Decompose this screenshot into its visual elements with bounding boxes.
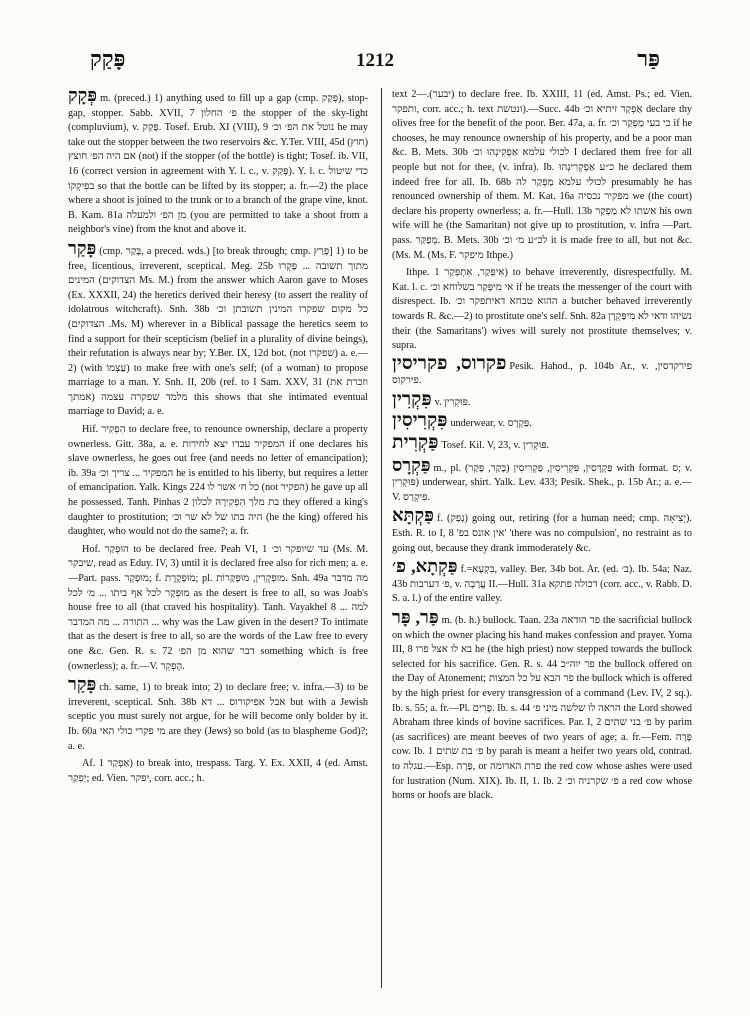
entry-headword: פְּקָק: [68, 85, 98, 105]
entry-text: Hof. הוּפְקַר to be declared free. Peah VI, 1 עד שיופקר וכ׳ (Ms. M. שיבקר, read as Eduy. IV, 3) until it is declared free also for rich men; a. e.—Part. pass. מוּפְקָר; f. מוּפְקֶרֶת; pl. מוּפְקָרִין, מוּפְקָרוֹת. Snh. 49a מה מדבר מוּפְקָר לכל אף ביתו ... מ׳ לכל as the desert is free to all, so was Joab's house free to all (that craved his hospitality). Tanh. Vayakhel 8 למה ... התורה ... מה המדבר ... why was the Law given in the desert? To intimate that as the desert is free to all, so are the words of the Law free to every one &c. Gen. R. s. 72 דבר שהוא מן הפ׳ something which is free (ownerless); a. fr.—V. הֶפְקֵר.: [68, 543, 369, 672]
entry-subsection: [68, 543, 368, 674]
page-number: 1212: [356, 50, 394, 71]
entry-headword: פַּקְתָּא: [392, 505, 434, 526]
entry-text: m. (b. h.) bullock. Taan. 23a פר הודאה the sacrificial bullock on which the owner placing his hand makes confession and prayer. Yoma III, 8 בא לו אצל פרו he (the high priest) now stepped towards the bullock selected for his sacrifice. Gen. R. s. 44 פר יוה״כ the bullock offered on the Day of Atonement; פר הבא על כל המצות the bullock which is offered by the high priest for every transgression of a command (Lev. IV, 2 sq.). Ib. s. 55; a. fr.—Pl. פָּרִים. Ib. s. 44 הראה לו שלשה מיני פ׳ the Lord showed Abraham three kinds of bovine sacrifices. Par. I, 2 פ׳ בני שתים by parim (as sacrifices) are meant beeves of two years of age; a. fr.—Fem. פָּרָה cow. Ib. 1 פ׳ בת שתים by parah is meant a heifer two years old, contrad. to עגלה.—Esp. פָּרָה, or פרת האדומה the red cow whose ashes were used for lustration (Num. XIX). Ib. II, 1. Ib. 2 פ׳ שקרניה וכ׳ a red cow whose horns or hoofs are black.: [392, 615, 693, 802]
entry-text: text יבער).—2) to declare free. Ib. XXIII, 11 (ed. Amst. Ps.; ed. Vien. ותפקר, corr. acc.; h. text ונטשת).—Succ. 44b אַפְקַר זיתיא וכ׳ declare thy olives free for the benefit of the poor. Ber. 47a, a. fr. כי בעי מַפְקַר וכ׳ if he chooses, he may renounce ownership of his property, and be a poor man &c. B. Mets. 30b לכולי עלמא אַפְקִינְהוּ וכ׳ I declared them free for all people but not for thee, (v. infra). Ib. כ״ע אַפְקְרִינְהוּ he declared them indeed free for all. Ib. 68b לכולי עלמא מַפְקַר לה presumably he has renounced ownership of them. M. Kat. 16a מפקיר נכסיה we (the court) declare his property ownerless; a. fr.—Hull. 13b אשתו לא מַפְקַר his own wife will he (the Samaritan) not give up to prostitution, v. infra —Part. pass. מְפַקַּר. B. Mets. 30b לכ״ע מ׳ וכ׳ it is made free to all, but not &c. (Ms. M. (Ms. F. מיפקר Ithpe.): [392, 89, 693, 261]
dictionary-entry: [392, 607, 693, 804]
entry-subsection: [68, 423, 368, 540]
entry-headword: פקרוס, פקריסין: [392, 352, 507, 374]
entry-text: Tosef. Kil. V, 23, v. פּוּקְרִין.: [441, 440, 550, 452]
right-column: [392, 88, 692, 807]
entry-subsection: [68, 757, 368, 786]
entry-subsection: [392, 266, 692, 354]
entry-text: Af. אַפְקַר 1) to break into, trespass. Targ. Y. Ex. XXII, 4 (ed. Amst. יַפְקַר; ed. Vien. יפקר, corr. acc.; h.: [68, 758, 368, 784]
page-header: [90, 46, 660, 76]
entry-text: (cmp. בָּקַר, a preced. wds.) [to break through; cmp. פָּרַץ] 1) to be free, licentious, irreverent, sceptical. Meg. 25b מתוך תשובה ... פָּקְרוּ המינים (הצדוקים Ms. M.) from the answer which Aaron gave to Moses (Ex. XXXII, 24) the heretics derived their heresy (to assert the reality of idolatrous witchcraft). Snh. 38b כל מקום שפקרו המינין תשובתן וכ׳ (הצדוקים .Ms. M) wherever in a Biblical passage the heretics seem to find a support for their scepticism (belief in a plurality of divine beings), their refutation is always near by; Y.Ber. IX, 12d bot. (not שפקרו) a. e.—2) (with עַצְמוֹ) to make free with one's self; (of a woman) to propose marriage to a man. Y. Snh. II, 20b (ref. to I Sam. XXV, 31 (וזכרת את אמתך) מלמד שפקרה עצמה this shows that she intimated eventual marriage to David; a. e.: [68, 245, 369, 418]
entry-headword: פַּקְרָס: [392, 454, 431, 475]
column-divider: [381, 88, 382, 988]
dictionary-entry: [392, 388, 692, 411]
entry-text: underwear, v. פַּקְרָס.: [450, 418, 532, 430]
entry-text: Hif. הִפְקִיר to declare free, to renounce ownership, declare a property ownerless. Gitt. 38a, a. e. המפקיר עבדו יצא לחירות if one declares his slave ownerless, he goes out free (and needs no letter of emancipation); ib. 39a המפקיר ... צריך וכ׳ he is entitled to his liberty, but requires a letter of emancipation. Yalk. Kings 224 כל ח׳ אשר לו (not הפקיר) he gave up all he possessed. Tanh. Pinhas 2 בת מלך הִפְקִירָהּ לכלון they offered a king's daughter to prostitution; היה בתו של לא שר וכ׳ (he the king) offered his daughter, who would not do the same?; a. fr.: [68, 424, 369, 538]
dictionary-entry: [68, 674, 368, 754]
entry-text: Pesik. Hahod., p. 104b Ar., v. פירקדסין, פירקוס.: [392, 360, 692, 387]
left-column: [68, 85, 369, 789]
dictionary-entry: [392, 454, 692, 506]
dictionary-entry: [392, 505, 692, 556]
dictionary-entry: [68, 237, 369, 420]
dictionary-entry: [68, 85, 369, 238]
entry-text: m. (preced.) 1) anything used to fill up a gap (cmp. פְּקַק), stop-gap, stopper. Sabb. XVII, 7 פ׳ החלון the stopper of the sky-light (compluvium), v. פָּקַק. Tosef. Erub. XI (VIII), 9 נוטל את הפ׳ וכ׳ he may take out the stopper between the two reservoirs &c. Y.Ter. VIII, 45d (חוץ) אם היה הפ׳ חוצץ (not) if the stopper (of the bottle) is tight; Tosef. ib. VII, 16 (correct version in agreement with Y. l. c., v. פָּקַק). Y. l. c. כדי שיטול בפִיקְקוֹ so that the bottle can be lifted by its stopper; a. fr.—2) the place where a shoot is joined to the trunk or to a branch of the grape vine, knot. B. Kam. 81a מן הפ׳ ולמעלה (you are permitted to take a shoot from a neighbor's vine) from the knot and above it.: [68, 93, 369, 236]
left-running-headword: פָּקַק: [90, 46, 126, 71]
entry-headword: פַּקְרִית: [392, 432, 439, 454]
entry-headword: פָּקַר: [68, 674, 97, 695]
entry-headword: פַּקְתָא, פ׳: [392, 556, 458, 577]
entry-headword: פַּר, פָּר: [392, 607, 439, 627]
entry-text: Ithpe. אִיפְּקַר, אִתְפְּקַר 1) to behave irreverently, disrespectfully. M. Kat. l. c. אי מִיפְּקַר בשלוחא וכ׳ if he treats the messenger of the court with disrespect. Ib. ההוא טבחא דאיתפקר וכ׳ a butcher behaved irreverently towards R. &c.—2) to prostitute one's self. Snh. 82a נשיהו ודאי לא מִיפַּקְרָן their (the Samaritans') wives will surely not prostitute themselves; v. supra.: [392, 267, 693, 352]
dictionary-entry-continued: [392, 88, 692, 263]
entry-text: f.=בִּקְעָא, valley. Ber. 34b bot. Ar. (ed. ב׳). Ib. 54a; Naz. 43b פ׳ דערבות, v. עֲרָבָה II.—Hull. 31a דכולה פתקא (corr. acc., v. Rabb. D. S. a. l.) of the entire valley.: [392, 564, 693, 605]
dictionary-entry: [392, 352, 692, 389]
entry-text: f. (נְפַק) going out, retiring (for a human need; cmp. יְצִיאָה). Esth. R. to I, 8 'אין אונס בפ' 'there was no compulsion', no restraint as to going out, because they drank immoderately &c.: [392, 513, 692, 554]
entry-text: m., pl. פַּקְרָסִין, פִּקְרִיסִין, פַּקְרִיסִין (בָּקַר, פָּקַר) with format. ס; v. פּוּקְרִין) underwear, shirt. Yalk. Lev. 433; Pesik. Shek., p. 15b Ar.; a. e.—V. פִּיקְרַס.: [392, 462, 692, 503]
entry-headword: פָּקַר: [68, 237, 97, 258]
right-running-headword: פַּר: [637, 46, 660, 71]
dictionary-entry: [392, 432, 692, 454]
entry-headword: פִּקְרִין: [392, 388, 432, 410]
entry-text: ch. same, 1) to break into; 2) to declare free; v. infra.—3) to be irreverent, sceptical. Snh. 38b אבל אפיקורוס ... דא but with a Jewish sceptic you must surely not argue, for he will become only bolder by it. Ib. 60a מי פקרי כולי האי are they (Jews) so bold (as to blaspheme God)?; a. e.: [68, 682, 368, 752]
dictionary-entry: [392, 410, 692, 432]
entry-text: v. פּוּקְרִין.: [434, 396, 471, 408]
dictionary-entry: [392, 556, 693, 607]
entry-headword: פִּקְרִיסִין: [392, 410, 448, 432]
